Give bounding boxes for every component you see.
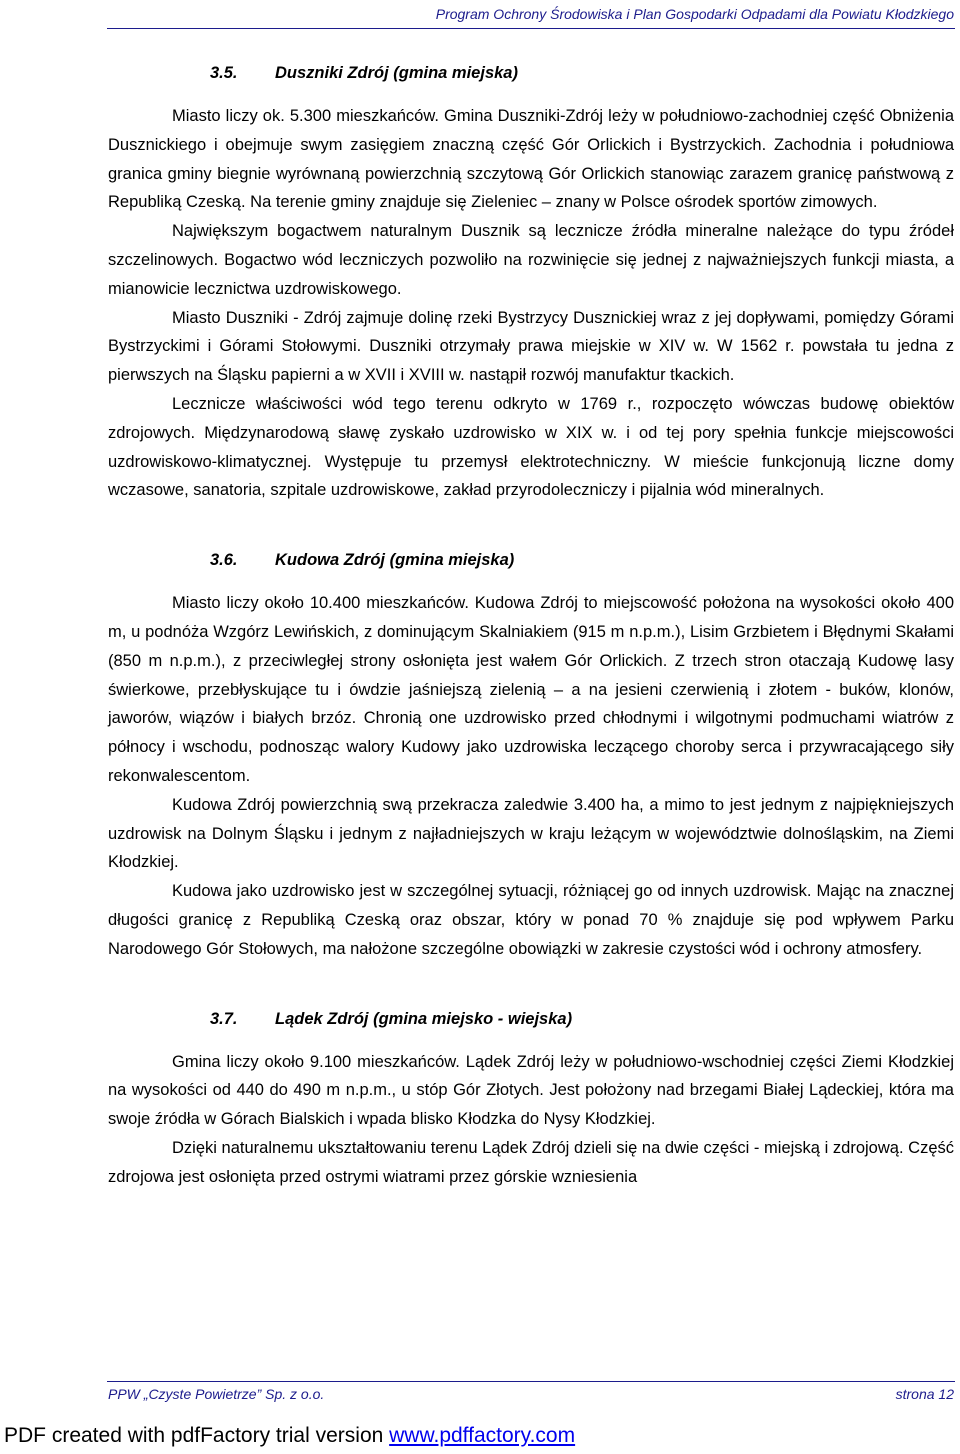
running-header: Program Ochrony Środowiska i Plan Gospodarki Odpadami dla Powiatu Kłodzkiego	[435, 6, 954, 22]
paragraph: Dzięki naturalnemu ukształtowaniu terenu Lądek Zdrój dzieli się na dwie części - miejską i zdrojową. Część zdrojowa jest osłonięta przed ostrymi wiatrami przez górskie wzniesienia	[108, 1138, 954, 1186]
paragraph: Miasto liczy około 10.400 mieszkańców. Kudowa Zdrój to miejscowość położona na wysokości około 400 m, u podnóża Wzgórz Lewińskich, z dominującym Skalniakiem (915 m n.p.m.), Lisim Grzbietem i Błędnymi Skałami (850 m n.p.m.), z przeciwległej strony osłonięta jest wałem Gór Orlickich. Z trzech stron otaczają Kudowę lasy świerkowe, przebłyskujące tu i ówdzie jaśniejszą zielenią – a na jesieni czerwienią i złotem - buków, klonów, jaworów, wiązów i białych brzóz. Chronią one uzdrowisko przed chłodnymi i wilgotnymi podmuchami wiatrów z północy i wschodu, podnosząc walory Kudowy jako uzdrowiska leczącego choroby serca i przywracającego siły rekonwalescentom.	[108, 594, 954, 785]
section-heading-3-5	[108, 64, 954, 83]
section-title: Lądek Zdrój (gmina miejsko - wiejska)	[275, 1009, 573, 1028]
footer-company: PPW „Czyste Powietrze” Sp. z o.o.	[108, 1386, 325, 1402]
paragraph: Miasto liczy ok. 5.300 mieszkańców. Gmina Duszniki-Zdrój leży w południowo-zachodniej część Obniżenia Dusznickiego i obejmuje swym zasięgiem znaczną część Gór Orlickich i Bystrzyckich. Zachodnia i południowa granica gminy biegnie wyrównaną powierzchnią szczytową Gór Orlickich stanowiąc zarazem granicę państwową z Republiką Czeską. Na terenie gminy znajduje się Zieleniec – znany w Polsce ośrodek sportów zimowych.	[108, 107, 954, 212]
paragraph: Miasto Duszniki - Zdrój zajmuje dolinę rzeki Bystrzycy Dusznickiej wraz z jej dopływami, pomiędzy Górami Bystrzyckimi i Górami Stołowymi. Duszniki otrzymały prawa miejskie w XIV w. W 1562 r. powstała tu jedna z pierwszych na Śląsku papierni a w XVII i XVIII w. nastąpił rozwój manufaktur tkackich.	[108, 308, 954, 385]
section-number: 3.5.	[210, 64, 238, 82]
page-number: strona 12	[895, 1386, 954, 1402]
pdf-trial-notice	[4, 1424, 575, 1448]
section-heading-3-7	[108, 1010, 954, 1029]
paragraph: Lecznicze właściwości wód tego terenu odkryto w 1769 r., rozpoczęto wówczas budowę obiektów zdrojowych. Międzynarodową sławę zyskało uzdrowisko w XIX w. i od tej pory spełnia funkcje miejscowości uzdrowiskowo-klimatycznej. Występuje tu przemysł elektrotechniczny. W mieście funkcjonują liczne domy wczasowe, sanatoria, szpitale uzdrowiskowe, zakład przyrodoleczniczy i pijalnia wód mineralnych.	[108, 394, 954, 500]
footer-rule	[107, 1381, 955, 1382]
page-content	[108, 56, 954, 1192]
paragraph: Kudowa jako uzdrowisko jest w szczególnej sytuacji, różniącej go od innych uzdrowisk. Mając na znacznej długości granicę z Republiką Czeską oraz obszar, który w ponad 70 % znajduje się pod wpływem Parku Narodowego Gór Stołowych, ma nałożone szczególne obowiązki w zakresie czystości wód i ochrony atmosfery.	[108, 882, 954, 958]
pdffactory-link[interactable]: www.pdffactory.com	[389, 1424, 576, 1447]
section-title: Duszniki Zdrój (gmina miejska)	[275, 64, 518, 82]
paragraph: Największym bogactwem naturalnym Dusznik są lecznicze źródła mineralne należące do typu źródeł szczelinowych. Bogactwo wód leczniczych pozwoliło na rozwinięcie się jednej z najważniejszych funkcji miasta, a mianowicie lecznictwa uzdrowiskowego.	[108, 222, 954, 298]
header-rule	[107, 28, 955, 29]
section-number: 3.6.	[210, 551, 238, 570]
section-number: 3.7.	[210, 1009, 238, 1028]
pdf-notice-text: PDF created with pdfFactory trial version	[4, 1424, 390, 1447]
section-title: Kudowa Zdrój (gmina miejska)	[275, 551, 515, 570]
paragraph: Gmina liczy około 9.100 mieszkańców. Lądek Zdrój leży w południowo-wschodniej części Ziemi Kłodzkiej na wysokości od 440 do 490 m n.p.m., u stóp Gór Złotych. Jest położony nad brzegami Białej Lądeckiej, która ma swoje źródła w Górach Bialskich i wpada blisko Kłodzka do Nysy Kłodzkiej.	[108, 1052, 954, 1129]
section-heading-3-6	[108, 551, 954, 570]
paragraph: Kudowa Zdrój powierzchnią swą przekracza zaledwie 3.400 ha, a mimo to jest jednym z najpiękniejszych uzdrowisk na Dolnym Śląsku i jednym z najładniejszych w kraju leżącym w województwie dolnośląskim, na Ziemi Kłodzkiej.	[108, 795, 954, 872]
